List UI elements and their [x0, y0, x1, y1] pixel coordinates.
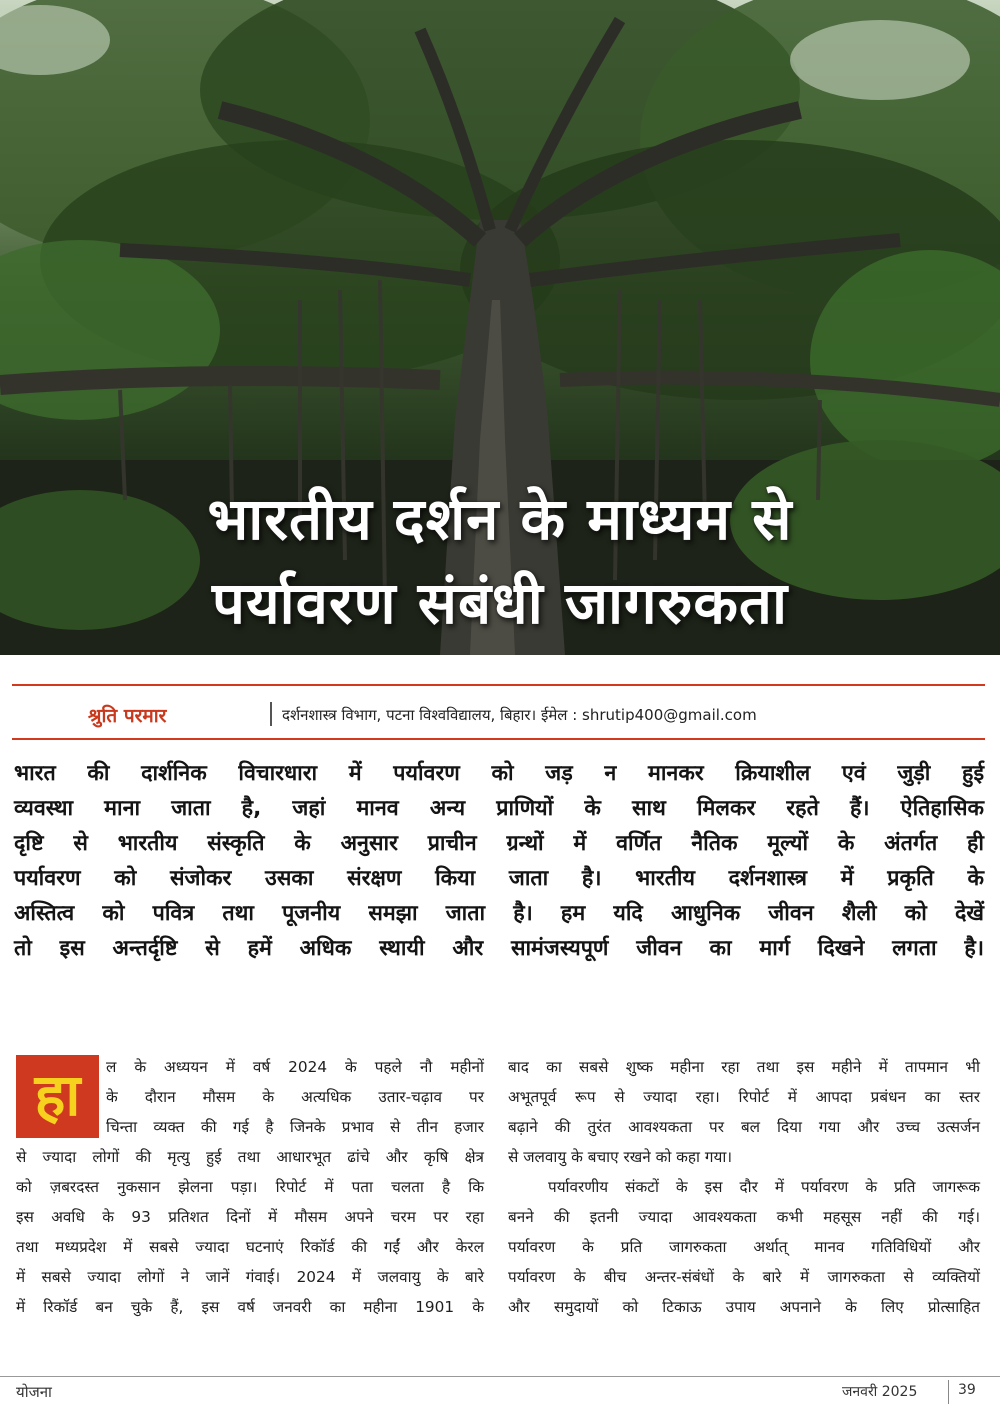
body-line: ल के अध्ययन में वर्ष 2024 के पहले नौ महीनों: [106, 1058, 484, 1076]
abstract-line: अस्तित्व को पवित्र तथा पूजनीय समझा जाता है। हम यदि आधुनिक जीवन शैली को देखें: [14, 901, 984, 926]
body-column-right: [508, 1052, 980, 1322]
body-line: में रिकॉर्ड बन चुके हैं, इस वर्ष जनवरी का महीना 1901 के: [16, 1298, 484, 1316]
body-line: पर्यावरण के प्रति जागरुकता अर्थात् मानव गतिविधियों और: [508, 1238, 980, 1256]
body-line: बनने की इतनी ज्यादा आवश्यकता कभी महसूस नहीं की गई।: [508, 1208, 980, 1226]
abstract-line: तो इस अन्तर्दृष्टि से हमें अधिक स्थायी और सामंजस्यपूर्ण जीवन का मार्ग दिखने लगता है।: [14, 936, 984, 961]
abstract-line: दृष्टि से भारतीय संस्कृति के अनुसार प्राचीन ग्रन्थों में वर्णित नैतिक मूल्यों के अंतर्गत ही: [14, 831, 984, 856]
body-line: पर्यावरणीय संकटों के इस दौर में पर्यावरण के प्रति जागरूक: [548, 1178, 980, 1196]
body-line: से जलवायु के बचाए रखने को कहा गया।: [508, 1148, 733, 1166]
author-name: श्रुति परमार: [88, 705, 167, 727]
body-line: अभूतपूर्व रूप से ज्यादा रहा। रिपोर्ट में आपदा प्रबंधन का स्तर: [508, 1088, 980, 1106]
body-line: इस अवधि के 93 प्रतिशत दिनों में मौसम अपने चरम पर रहा: [16, 1208, 484, 1226]
author-top-rule: [12, 684, 985, 686]
drop-cap: हा: [16, 1055, 99, 1138]
banyan-tree-illustration: [0, 0, 1000, 655]
body-line: चिन्ता व्यक्त की गई है जिनके प्रभाव से तीन हजार: [106, 1118, 484, 1136]
body-line: को ज़बरदस्त नुकसान झेलना पड़ा। रिपोर्ट में पता चलता है कि: [16, 1178, 484, 1196]
hero-photo: [0, 0, 1000, 655]
body-line: के दौरान मौसम के अत्यधिक उतार-चढ़ाव पर: [106, 1088, 484, 1106]
article-title-line-1: भारतीय दर्शन के माध्यम से: [207, 485, 793, 553]
body-line: और समुदायों को टिकाऊ उपाय अपनाने के लिए प्रोत्साहित: [508, 1298, 980, 1316]
author-affiliation: दर्शनशास्त्र विभाग, पटना विश्वविद्यालय, बिहार। ईमेल : shrutip400@gmail.com: [282, 706, 757, 724]
magazine-name: योजना: [16, 1383, 52, 1401]
body-line: पर्यावरण के बीच अन्तर-संबंधों के बारे में जागरुकता से व्यक्तियों: [508, 1268, 980, 1286]
page-number: 39: [958, 1382, 976, 1398]
body-column-left: [16, 1052, 484, 1322]
body-line: बाद का सबसे शुष्क महीना रहा तथा इस महीने में तापमान भी: [508, 1058, 980, 1076]
footer-rule: [0, 1376, 1000, 1377]
body-line: तथा मध्यप्रदेश में सबसे ज्यादा घटनाएं रिकॉर्ड की गईं और केरल: [16, 1238, 484, 1256]
article-title-line-2: पर्यावरण संबंधी जागरुकता: [212, 569, 788, 637]
footer-separator: [948, 1380, 949, 1404]
body-line: से ज्यादा लोगों की मृत्यु हुई तथा आधारभूत ढांचे और कृषि क्षेत्र: [16, 1148, 484, 1166]
author-separator: [270, 702, 272, 726]
body-line: में सबसे ज्यादा लोगों ने जानें गंवाई। 2024 में जलवायु के बारे: [16, 1268, 484, 1286]
author-bottom-rule: [12, 738, 985, 740]
issue-date: जनवरी 2025: [842, 1384, 918, 1400]
abstract-line: पर्यावरण को संजोकर उसका संरक्षण किया जाता है। भारतीय दर्शनशास्त्र में प्रकृति के: [14, 866, 984, 891]
abstract-line: व्यवस्था माना जाता है, जहां मानव अन्य प्राणियों के साथ मिलकर रहते हैं। ऐतिहासिक: [14, 796, 984, 821]
article-abstract: [14, 756, 984, 966]
body-line: बढ़ाने की तुरंत आवश्यकता पर बल दिया गया और उच्च उत्सर्जन: [508, 1118, 980, 1136]
abstract-line: भारत की दार्शनिक विचारधारा में पर्यावरण को जड़ न मानकर क्रियाशील एवं जुड़ी हुई: [14, 761, 984, 786]
